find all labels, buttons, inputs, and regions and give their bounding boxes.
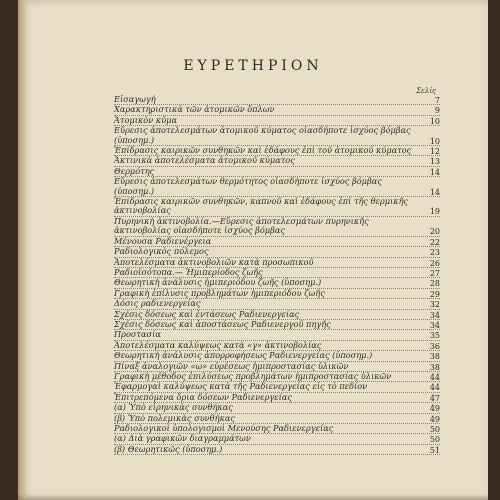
- toc-entry-page: 50: [429, 435, 440, 445]
- toc-entry-page: 19: [429, 207, 440, 217]
- toc-entry-title: Ἐπιτρεπόμενα ὅρια δόσεων Ραδιενεργείας: [114, 393, 440, 403]
- page-column-label: Σελίς: [416, 87, 436, 95]
- toc-entry-page: 49: [429, 404, 440, 414]
- toc-entry: [114, 217, 440, 237]
- toc-entry: [114, 320, 440, 330]
- page-edge-shadow: [18, 494, 488, 500]
- toc-entry-page: 35: [429, 331, 440, 341]
- toc-entry-page: 20: [429, 227, 440, 237]
- toc-entry: [114, 445, 440, 455]
- toc-entry-title: Θεωρητικὴ ἀνάλυσις ἡμιπεριόδου ζωῆς (ὑποσημ.): [114, 278, 440, 288]
- page-title: ΕΥΡΕΤΗΡΙΟΝ: [183, 58, 323, 74]
- toc-entry-title: Ἀτομικὸν κῦμα: [114, 116, 440, 126]
- toc-entry-page: 26: [429, 258, 440, 268]
- toc-entry-title: Θεωρητικὴ ἀνάλυσις ἀπορροφήσεως Ραδιενεργείας (ὑποσημ.): [114, 351, 440, 361]
- toc-entry-title: Ἐφαρμογαὶ καλύψεως κατὰ τῆς Ραδιενεργείας εἰς τὸ πεδίον: [114, 382, 440, 392]
- toc-entry-page: 9: [434, 106, 440, 116]
- toc-entry-title: Δόσις ραδιενεργείας: [114, 299, 440, 309]
- toc-entry-page: 10: [429, 136, 440, 146]
- toc-entry: [114, 156, 440, 166]
- toc-entry-title: Γραφικὴ μέθοδος ἐπιλύσεως προβλημάτων ἡμιπροστασίας ὑλικῶν: [114, 372, 440, 382]
- toc-entry-title: Εἰσαγωγή: [114, 95, 440, 105]
- toc-entry: [114, 351, 440, 361]
- toc-entry-title: Γραφικὴ ἐπίλυσις προβλημάτων ἡμιπεριόδου ζωῆς: [114, 289, 440, 299]
- toc-entry-page: 14: [429, 187, 440, 197]
- toc-entry-title: Ἐπίδρασις καιρικῶν συνθηκῶν, καπνοῦ καὶ ἐδάφους ἐπὶ τῆς θερμικῆς ἀκτινοβολίας: [114, 197, 440, 217]
- toc-entry-title: (β) Ὑπὸ πολεμικὰς συνθήκας: [114, 414, 440, 424]
- toc-entry-page: 44: [429, 372, 440, 382]
- toc-entry-page: 12: [429, 147, 440, 157]
- toc-entry-page: 7: [434, 96, 440, 105]
- toc-entry-page: 14: [429, 167, 440, 177]
- toc-entry-title: Εὕρεσις ἀποτελεσμάτων θερμότητος οἱασδήποτε ἰσχύος βόμβας (ὑποσημ.): [114, 177, 440, 197]
- toc-entry-title: Χαρακτηριστικὰ τῶν ἀτομικῶν ὅπλων: [114, 105, 440, 115]
- page-spine: [18, 0, 26, 500]
- toc-entry-page: 23: [429, 248, 440, 258]
- toc-entry-title: Σχέσις δόσεως καὶ ἐντάσεως Ραδιενεργείας: [114, 310, 440, 320]
- toc-entry-title: Μένουσα Ραδιενέργεια: [114, 237, 440, 247]
- toc-entry: [114, 247, 440, 257]
- toc-entry-title: Πυρηνικὴ ἀκτινοβολία.—Εὕρεσις ἀποτελεσμάτων πυρηνικῆς ἀκτινοβολίας οἱασδήποτε ἰσχύος βόμβας: [114, 217, 440, 237]
- toc-entry-page: 51: [429, 445, 440, 455]
- toc-entry-page: 49: [429, 414, 440, 424]
- toc-entry-title: Σχέσις δόσεως καὶ ἀποστάσεως Ραδιενεργοῦ πηγῆς: [114, 320, 440, 330]
- table-of-contents: [114, 95, 440, 455]
- toc-entry-page: 34: [429, 310, 440, 320]
- toc-entry-page: 13: [429, 157, 440, 167]
- toc-entry-page: 44: [429, 383, 440, 393]
- toc-entry-title: (α) Ὑπὸ εἰρηνικὰς συνθήκας: [114, 403, 440, 413]
- toc-entry-title: Ραδιολογικὸς πόλεμος: [114, 247, 440, 257]
- toc-entry-title: Πίναξ ἀναλογιῶν «ω» εὑρέσεως ἡμιπροστασίας ὑλικῶν: [114, 362, 440, 372]
- toc-entry-title: Ἐπίδρασις καιρικῶν συνθηκῶν καὶ ἐδάφους ἐπὶ τοῦ ἀτομικοῦ κύματος: [114, 146, 440, 156]
- toc-entry-page: 50: [429, 425, 440, 434]
- toc-entry-page: 22: [429, 237, 440, 247]
- toc-entry-page: 36: [429, 341, 440, 351]
- toc-entry: [114, 177, 440, 197]
- toc-entry-title: Ἀποτελέσματα καλύψεως κατὰ «γ» ἀκτινοβολίας: [114, 341, 440, 351]
- toc-entry-title: Ἀποτελέσματα ἀκτινοβολιῶν κατὰ προσωπικοῦ: [114, 258, 440, 268]
- toc-entry-page: 34: [429, 320, 440, 330]
- toc-entry: [114, 197, 440, 217]
- toc-entry-page: 47: [429, 393, 440, 403]
- toc-entry-title: Θερμότης: [114, 167, 440, 177]
- toc-entry-title: Ραδιολογικοὶ ὑπολογισμοὶ Μενούσης Ραδιενεργείας: [114, 424, 440, 434]
- toc-entry-page: 27: [429, 268, 440, 278]
- toc-entry-title: Ραδιοϊσότοπα.— Ἡμιπερίοδος ζωῆς: [114, 268, 440, 278]
- book-page: [18, 0, 488, 500]
- toc-entry-page: 38: [429, 362, 440, 372]
- toc-entry-title: (β) Θεωρητικῶς (ὑποσημ.): [114, 445, 440, 455]
- toc-entry-page: 28: [429, 279, 440, 289]
- toc-entry-title: Εὕρεσις ἀποτελεσμάτων ἀτομικοῦ κύματος οἱασδήποτε ἰσχύος βόμβας (ὑποσημ.): [114, 126, 440, 146]
- toc-entry-page: 10: [429, 116, 440, 126]
- toc-entry-title: Ἀκτινικὰ ἀποτελέσματα ἀτομικοῦ κύματος: [114, 156, 440, 166]
- toc-entry-page: 38: [429, 352, 440, 362]
- toc-entry: [114, 299, 440, 309]
- toc-entry: [114, 126, 440, 146]
- toc-entry-page: 32: [429, 300, 440, 310]
- toc-entry-page: 29: [429, 289, 440, 299]
- toc-entry-title: Προστασία: [114, 330, 440, 340]
- toc-entry-title: (α) Διὰ γραφικῶν διαγραμμάτων: [114, 434, 440, 444]
